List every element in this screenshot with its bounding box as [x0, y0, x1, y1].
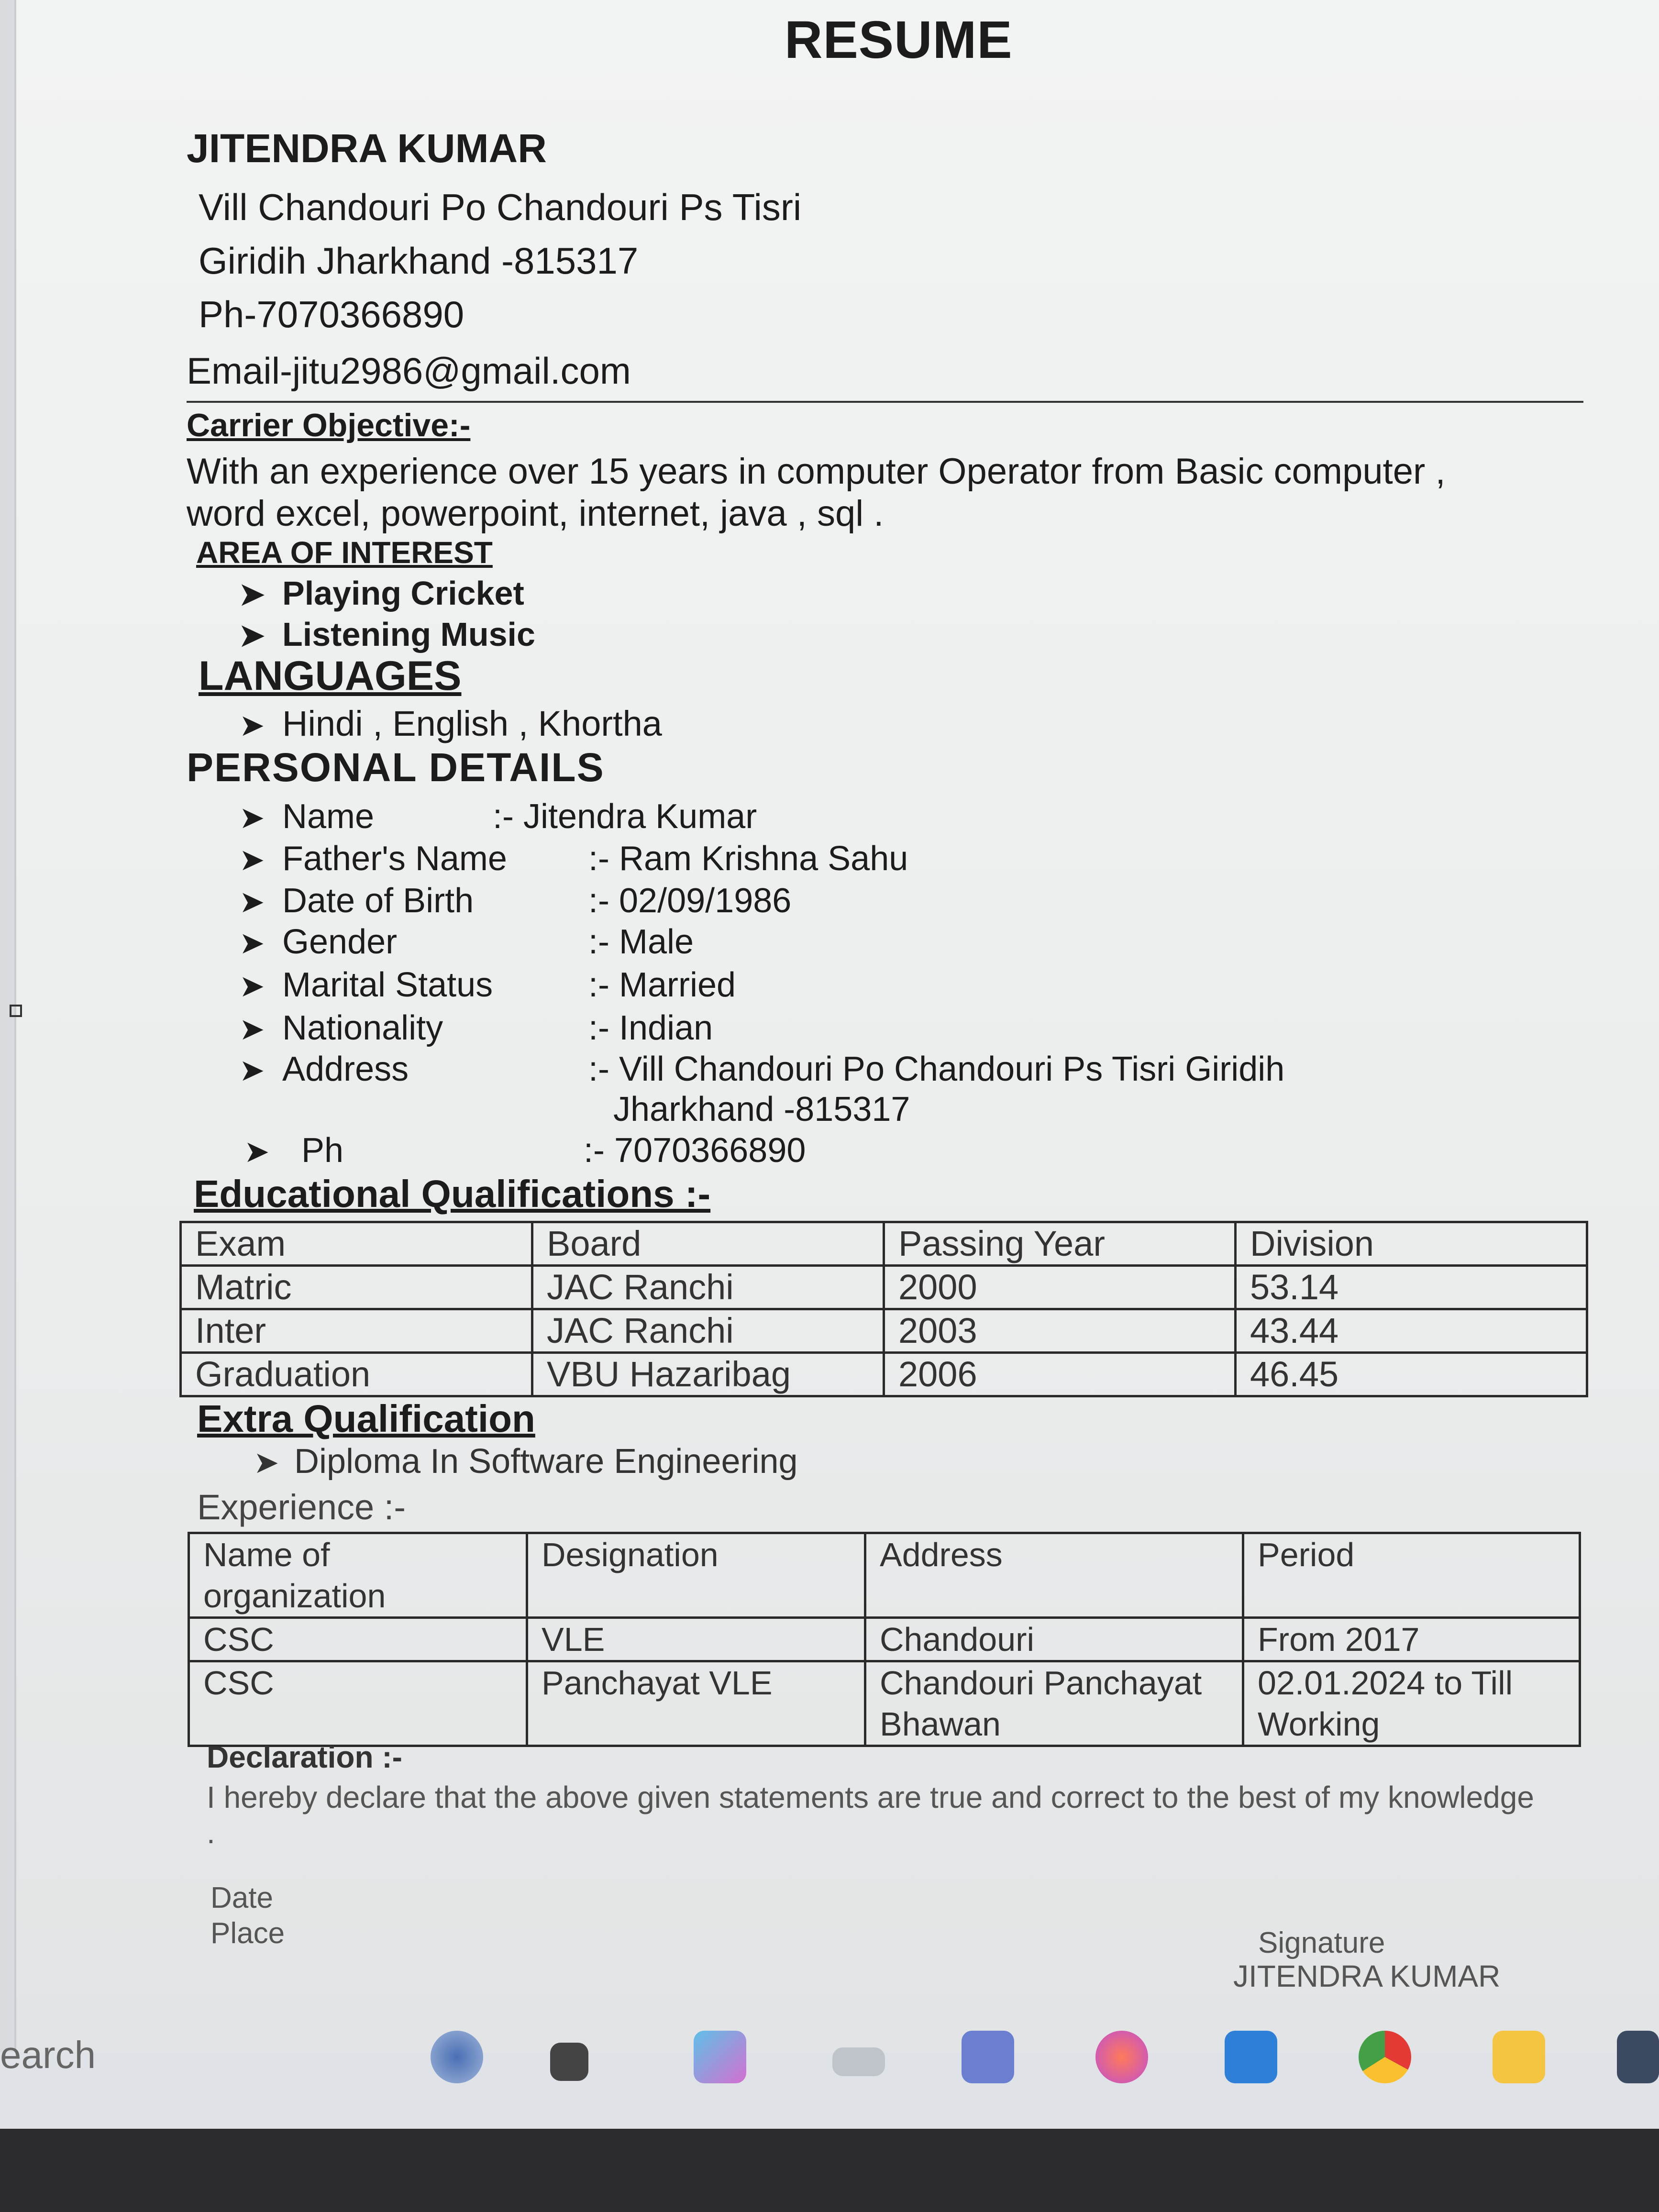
table-cell: 46.45	[1236, 1353, 1587, 1396]
bullet-arrow-icon: ➤	[239, 969, 265, 1003]
table-header-cell: Passing Year	[884, 1222, 1236, 1266]
table-cell: Chandouri	[865, 1618, 1243, 1661]
phone-line: Ph-7070366890	[199, 293, 465, 335]
languages-item: ➤ Hindi , English , Khortha	[239, 704, 662, 743]
table-row	[181, 1309, 1587, 1353]
bullet-arrow-icon: ➤	[239, 708, 265, 742]
education-heading: Educational Qualifications :-	[194, 1172, 711, 1215]
teams-icon[interactable]	[962, 2031, 1014, 2083]
table-header-cell: Division	[1236, 1222, 1587, 1266]
objective-line-2: word excel, powerpoint, internet, java , sql .	[187, 493, 884, 534]
widgets-icon[interactable]	[431, 2031, 483, 2083]
bullet-arrow-icon: ➤	[239, 926, 265, 960]
extra-heading: Extra Qualification	[197, 1397, 535, 1440]
signature-name: JITENDRA KUMAR	[1233, 1959, 1501, 1993]
table-cell: Matric	[181, 1266, 532, 1309]
table-header-row	[181, 1222, 1587, 1266]
table-header-cell: Name of organization	[189, 1533, 527, 1618]
table-cell: 2003	[884, 1309, 1236, 1353]
table-cell: Chandouri Panchayat Bhawan	[865, 1661, 1243, 1746]
interest-heading: AREA OF INTEREST	[196, 535, 493, 570]
copilot-icon[interactable]	[694, 2031, 746, 2083]
address-line-2: Giridih Jharkhand -815317	[199, 240, 639, 282]
experience-heading: Experience :-	[197, 1487, 406, 1527]
declaration-heading: Declaration :-	[207, 1740, 402, 1774]
personal-row: ➤ Ph :- 7070366890	[244, 1131, 806, 1170]
address-continuation: Jharkhand -815317	[613, 1090, 910, 1128]
personal-row: ➤ Father's Name :- Ram Krishna Sahu	[239, 840, 908, 878]
bullet-arrow-icon: ➤	[239, 1012, 265, 1046]
interest-item: ➤ Playing Cricket	[239, 575, 524, 612]
personal-row: ➤ Marital Status :- Married	[239, 966, 736, 1004]
table-cell: VBU Hazaribag	[532, 1353, 884, 1396]
table-cell: VLE	[527, 1618, 865, 1661]
table-cell: Inter	[181, 1309, 532, 1353]
extra-item: ➤ Diploma In Software Engineering	[254, 1442, 798, 1481]
date-label: Date	[210, 1881, 273, 1914]
personal-heading: PERSONAL DETAILS	[187, 745, 605, 790]
table-cell: 2000	[884, 1266, 1236, 1309]
table-header-cell: Address	[865, 1533, 1243, 1618]
bullet-arrow-icon: ➤	[244, 1134, 270, 1169]
table-cell: Graduation	[181, 1353, 532, 1396]
table-header-cell: Board	[532, 1222, 884, 1266]
table-row	[189, 1661, 1580, 1746]
table-cell: JAC Ranchi	[532, 1309, 884, 1353]
personal-row: ➤ Date of Birth :- 02/09/1986	[239, 882, 792, 920]
table-header-cell: Period	[1243, 1533, 1580, 1618]
bullet-arrow-icon: ➤	[239, 842, 265, 877]
table-cell: CSC	[189, 1661, 527, 1746]
window-edge-marker	[10, 1005, 22, 1017]
bullet-arrow-icon: ➤	[239, 1053, 265, 1087]
table-cell: 53.14	[1236, 1266, 1587, 1309]
firefox-icon[interactable]	[1095, 2031, 1148, 2083]
taskbar-app-icon[interactable]	[832, 2047, 885, 2076]
table-cell: 02.01.2024 to Till Working	[1243, 1661, 1580, 1746]
languages-heading: LANGUAGES	[199, 653, 462, 699]
table-cell: Panchayat VLE	[527, 1661, 865, 1746]
declaration-text: I hereby declare that the above given statements are true and correct to the best of my knowledge .	[207, 1780, 1534, 1850]
chrome-icon[interactable]	[1359, 2031, 1411, 2083]
table-row	[189, 1618, 1580, 1661]
table-cell: JAC Ranchi	[532, 1266, 884, 1309]
table-row	[181, 1266, 1587, 1309]
table-cell: From 2017	[1243, 1618, 1580, 1661]
personal-row: ➤ Gender :- Male	[239, 923, 694, 961]
signature-label: Signature	[1258, 1926, 1385, 1959]
table-header-row	[189, 1533, 1580, 1618]
table-header-cell: Designation	[527, 1533, 865, 1618]
page-title: RESUME	[785, 11, 1013, 69]
personal-row: ➤ Address :- Vill Chandouri Po Chandouri Ps Tisri Giridih	[239, 1050, 1285, 1088]
personal-row: ➤ Nationality :- Indian	[239, 1009, 713, 1047]
bullet-arrow-icon: ➤	[239, 885, 265, 919]
table-cell: 43.44	[1236, 1309, 1587, 1353]
terminal-icon[interactable]	[1617, 2031, 1659, 2083]
task-view-icon[interactable]	[550, 2043, 588, 2081]
bullet-arrow-icon: ➤	[239, 577, 265, 611]
education-table	[179, 1221, 1588, 1397]
personal-row: ➤ Name :- Jitendra Kumar	[239, 797, 757, 836]
place-label: Place	[210, 1917, 285, 1950]
bullet-arrow-icon: ➤	[239, 618, 265, 653]
file-explorer-icon[interactable]	[1493, 2031, 1545, 2083]
header-divider	[187, 401, 1583, 403]
address-line-1: Vill Chandouri Po Chandouri Ps Tisri	[199, 186, 802, 228]
objective-heading: Carrier Objective:-	[187, 407, 471, 443]
monitor-bezel	[0, 2129, 1659, 2212]
objective-line-1: With an experience over 15 years in computer Operator from Basic computer ,	[187, 451, 1446, 492]
interest-item: ➤ Listening Music	[239, 616, 535, 653]
bullet-arrow-icon: ➤	[254, 1445, 279, 1480]
table-cell: 2006	[884, 1353, 1236, 1396]
table-row	[181, 1353, 1587, 1396]
store-icon[interactable]	[1225, 2031, 1277, 2083]
bullet-arrow-icon: ➤	[239, 800, 265, 835]
email-line: Email-jitu2986@gmail.com	[187, 350, 631, 392]
table-cell: CSC	[189, 1618, 527, 1661]
taskbar-search-text[interactable]: earch	[0, 2034, 96, 2076]
experience-table	[188, 1532, 1581, 1747]
table-header-cell: Exam	[181, 1222, 532, 1266]
applicant-name: JITENDRA KUMAR	[187, 126, 547, 171]
